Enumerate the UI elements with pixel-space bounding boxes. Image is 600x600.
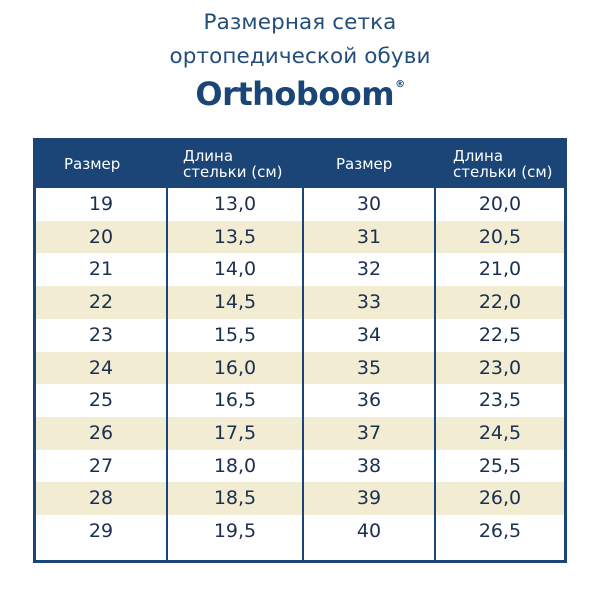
insole-left-cell: 18,0 [213, 454, 257, 477]
insole-right-cell: 20,0 [478, 193, 522, 215]
size-left-cell: 24 [88, 356, 114, 379]
insole-left-cell: 13,0 [213, 193, 257, 215]
insole-left-cell: 16,5 [213, 389, 257, 412]
insole-right-cell: 25,5 [478, 454, 522, 477]
insole-right-cell: 22,0 [478, 291, 522, 314]
header-size-right: Размер [336, 155, 393, 173]
size-right-cell: 38 [356, 454, 382, 477]
size-left-cell: 23 [88, 323, 114, 346]
table-row [36, 384, 564, 417]
insole-right-cell: 22,5 [478, 323, 522, 346]
size-left-cell: 29 [88, 520, 114, 542]
size-left-cell: 26 [88, 421, 114, 444]
table-header [36, 141, 564, 188]
insole-right-cell: 24,5 [478, 421, 522, 444]
size-right-cell: 33 [356, 291, 382, 314]
size-right-cell: 31 [356, 225, 382, 248]
size-right-cell: 40 [356, 520, 382, 542]
column-divider [166, 141, 168, 560]
table-row [36, 352, 564, 385]
insole-left-cell: 15,5 [213, 323, 257, 346]
brand-logo [0, 75, 600, 113]
insole-right-cell: 23,0 [478, 356, 522, 379]
insole-right-cell: 26,0 [478, 487, 522, 510]
table-row [36, 221, 564, 254]
size-right-cell: 35 [356, 356, 382, 379]
page-title: Размерная сетка [203, 10, 397, 35]
insole-left-cell: 17,5 [213, 421, 257, 444]
insole-right-cell: 23,5 [478, 389, 522, 412]
size-right-cell: 36 [356, 389, 382, 412]
registered-mark: ® [395, 79, 405, 90]
size-left-cell: 22 [88, 291, 114, 314]
header-insole-left-line1: Длина [183, 147, 234, 165]
size-right-cell: 37 [356, 421, 382, 444]
header-insole-right-line2: стельки (см) [453, 163, 553, 181]
size-right-cell: 30 [356, 193, 382, 215]
size-left-cell: 20 [88, 225, 114, 248]
table-row [36, 450, 564, 483]
insole-left-cell: 18,5 [213, 487, 257, 510]
size-chart-table [33, 138, 567, 563]
size-right-cell: 39 [356, 487, 382, 510]
size-left-cell: 19 [88, 193, 114, 215]
size-right-cell: 32 [356, 258, 382, 281]
insole-right-cell: 21,0 [478, 258, 522, 281]
column-divider [302, 141, 304, 560]
table-row [36, 253, 564, 286]
table-row [36, 286, 564, 319]
table-row [36, 482, 564, 515]
insole-left-cell: 19,5 [213, 520, 257, 542]
insole-left-cell: 14,5 [213, 291, 257, 314]
size-left-cell: 25 [88, 389, 114, 412]
table-row [36, 515, 564, 548]
size-left-cell: 28 [88, 487, 114, 510]
size-left-cell: 27 [88, 454, 114, 477]
size-right-cell: 34 [356, 323, 382, 346]
header-insole-left-line2: стельки (см) [183, 163, 283, 181]
table-row [36, 417, 564, 450]
header-insole-left [183, 148, 283, 180]
insole-left-cell: 13,5 [213, 225, 257, 248]
size-left-cell: 21 [88, 258, 114, 281]
column-divider [434, 141, 436, 560]
insole-right-cell: 26,5 [478, 520, 522, 542]
header-size-left: Размер [64, 155, 121, 173]
insole-left-cell: 14,0 [213, 258, 257, 281]
insole-left-cell: 16,0 [213, 356, 257, 379]
page-subtitle: ортопедической обуви [169, 44, 431, 69]
table-row [36, 188, 564, 221]
brand-logo-text: Orthoboom [195, 75, 395, 113]
table-row [36, 319, 564, 352]
insole-right-cell: 20,5 [478, 225, 522, 248]
header-insole-right-line1: Длина [453, 147, 504, 165]
header-insole-right [453, 148, 553, 180]
